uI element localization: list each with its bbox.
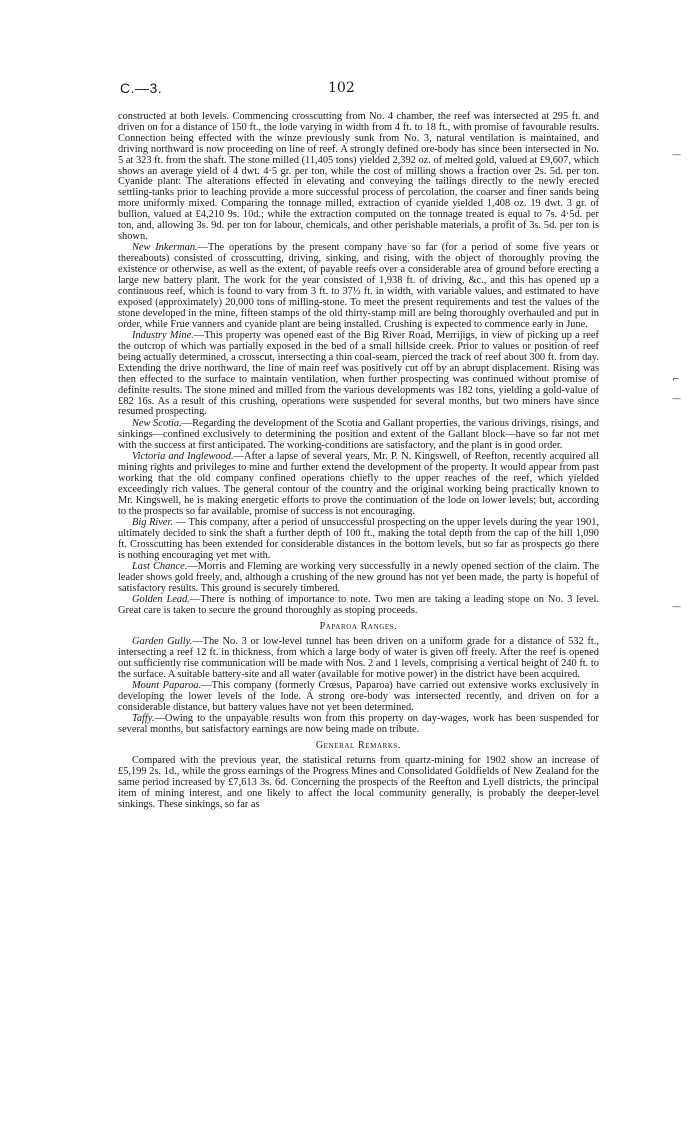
section-heading-general-remarks: General Remarks. — [315, 740, 402, 752]
paragraph-text: Compared with the previous year, the statistical returns from quartz-mining for 1902 show an increase of £5,199 2s. 1d., while the gross earnings of the Progress Mines and Consolidated Goldfields of New Zealand for the same period increased by £7,613 3s. 6d. Concerning the prospects of the Reefton and Lyell districts, the principal item of mining interest, and one likely to affect the local community generally, is probably the deeper-level sinkings. These sinkings, so far as — [118, 755, 599, 810]
paragraph-lead: New Inkerman. — [132, 242, 198, 254]
page-number: 102 — [328, 80, 355, 96]
paragraph-general-remarks — [118, 756, 599, 811]
paragraph-victoria-inglewood — [118, 452, 599, 517]
paragraph-lead: New Scotia. — [132, 417, 182, 429]
paragraph-lead: Victoria and Inglewood. — [132, 451, 234, 463]
paragraph-text: —After a lapse of several years, Mr. P. N. Kingswell, of Reefton, recently acquired all mining rights and privileges to mine and further extend the development of the property. It would appear from past working that the old company confined operations chiefly to the upper reaches of the reef, which yielded exceedingly rich values. The general contour of the country and the original working being practically known to Mr. Kingswell, he is making energetic efforts to prove the continuation of the lode on lower levels; but, according to the prospects so far available, promise of success is not encouraging. — [118, 451, 600, 517]
paragraph-lead: Mount Paparoa. — [132, 680, 202, 692]
margin-mark-1: — — [672, 150, 681, 160]
paragraph-text: —Regarding the development of the Scotia and Gallant properties, the various drivings, risings, and sinkings—confined exclusively to determining the position and extent of the Gallant block—have so far not met with the success at first anticipated. The working-conditions are satisfactory, and the plant is in good order. — [118, 417, 600, 451]
paragraph-new-scotia — [118, 419, 599, 452]
margin-mark-2: ⌐ — [672, 375, 680, 385]
section-heading-paparoa-ranges: Paparoa Ranges. — [319, 621, 398, 633]
paragraph-lead: Last Chance. — [132, 561, 188, 573]
margin-mark-3: — — [672, 394, 681, 404]
paragraph-last-chance — [118, 562, 599, 595]
paragraph-garden-gully — [118, 637, 599, 681]
report-body — [118, 112, 599, 811]
paragraph-big-river — [118, 518, 599, 562]
margin-mark-4: — — [672, 602, 681, 612]
paragraph-text: —Owing to the unpayable results won from this property on day-wages, work has been suspended for several months, but satisfactory earnings are now being made on tribute. — [118, 713, 599, 736]
paragraph-text: —There is nothing of importance to note. Two men are taking a leading stope on No. 3 level. Great care is taken to secure the ground thoroughly as stoping proceeds. — [118, 594, 599, 617]
paragraph-lead: Golden Lead. — [132, 594, 190, 606]
paragraph-lead: Industry Mine. — [132, 330, 194, 342]
paragraph-text: —This property was opened east of the Big River Road, Merrijigs, in view of picking up a reef the outcrop of which was partially exposed in the bed of a small hillside creek. Prior to values or position of reef being actually determined, a crosscut, intersecting a thin coal-seam, pierced the track of reef about 300 ft. from day. Extending the drive northward, the line of main reef was positively cut off by an abrupt displacement. Rising was then effected to the surface to maintain ventilation, when further prospecting was continued without promise of definite results. The stone mined and milled from the various developments was 182 tons, yielding a gold-value of £82 16s. As a result of this crushing, operations were suspended for several months, but two miners have since resumed prospecting. — [118, 330, 599, 418]
paragraph-lead: Big River. — [132, 517, 174, 529]
paragraph-text: —The operations by the present company have so far (for a period of some five years or thereabouts) consisted of crosscutting, driving, sinking, and rising, with the object of thoroughly proving the existence or otherwise, as well as the extent, of payable reefs over a considerable area of ground before erecting a large new battery plant. The work for the year consisted of 1,938 ft. of driving, &c., and this has opened up a continuous reef, which is found to vary from 3 ft. to 37½ ft. in width, with variable values, and estimated to have exposed (approximately) 20,000 tons of milling-stone. To meet the present requirements and test the values of the stone developed in the mine, fifteen stamps of the old thirty-stamp mill are being thoroughly overhauled and put in order, while Frue vanners and cyanide plant are being installed. Crushing is expected to commence early in June. — [118, 242, 599, 330]
paragraph-text: constructed at both levels. Commencing crosscutting from No. 4 chamber, the reef was intersected at 295 ft. and driven on for a distance of 150 ft., the lode varying in width from 4 ft. to 18 ft., with promise of favourable results. Connection being effected with the winze previously sunk from No. 3, natural ventilation is maintained, and driving northward is now proceeding on line of reef. A strongly defined ore-body has since been intersected in No. 5 at 323 ft. from the shaft. The stone milled (11,405 tons) yielded 2,392 oz. of melted gold, valued at £9,607, which shows an average yield of 4 dwt. 4·5 gr. per ton, while the cost of milling shows a fraction over 2s. 5d. per ton. Cyanide plant: The alterations effected in elevating and conveying the tailings directly to the newly erected settling-tanks prior to leaching provide a more successful process of percolation, the coarser and finer sands being more uniformly mixed. Comparing the tonnage milled, extraction of cyanide yielded 1,408 oz. 19 dwt. 3 gr. of bullion, valued at £4,210 9s. 10d.; while the extraction computed on the tonnage treated is equal to 7s. 4·5d. per ton, and, allowing 3s. 9d. per ton for labour, chemicals, and other perishable materials, a profit of 3s. 5d. per ton is shown. — [118, 111, 599, 242]
paragraph-text: —Morris and Fleming are working very successfully in a newly opened section of the claim. The leader shows gold freely, and, although a crushing of the new ground has not yet been made, the party is hopeful of satisfactory results. This ground is securely timbered. — [118, 561, 599, 594]
paragraph-text: —This company (formerly Crœsus, Paparoa) have carried out extensive works exclusively in developing the lower levels of the lode. A strong ore-body was intersected recently, and driven on for a considerable distance, but battery values have not yet been determined. — [118, 680, 599, 714]
paragraph-lead: Taffy. — [132, 713, 155, 725]
paragraph-new-inkerman — [118, 243, 599, 330]
paragraph-industry-mine — [118, 331, 599, 418]
paragraph-golden-lead — [118, 595, 599, 617]
paragraph-lead: Garden Gully. — [132, 636, 193, 648]
paragraph-mount-paparoa — [118, 681, 599, 714]
page-header — [120, 80, 596, 102]
paragraph-taffy — [118, 714, 599, 736]
paragraph-continued — [118, 112, 599, 243]
report-reference: C.—3. — [120, 80, 163, 96]
paragraph-text: — This company, after a period of unsuccessful prospecting on the upper levels during the year 1901, ultimately decided to sink the shaft a further depth of 100 ft., making the total depth from the cap of the hill 1,090 ft. Crosscutting has been extended for considerable distances in the bottom levels, but so far as prospects go there is nothing encouraging yet met with. — [118, 517, 599, 561]
paragraph-text: —The No. 3 or low-level tunnel has been driven on a uniform grade for a distance of 532 ft., intersecting a reef 12 ft. in thickness, from which a large body of water is given off freely. After the reef is opened out sufficiently rise communication will be made with Nos. 2 and 1 levels, comprising a vertical height of 240 ft. to the surface. A suitable battery-site and all water (available for motive power) in the district have been acquired. — [118, 636, 599, 680]
